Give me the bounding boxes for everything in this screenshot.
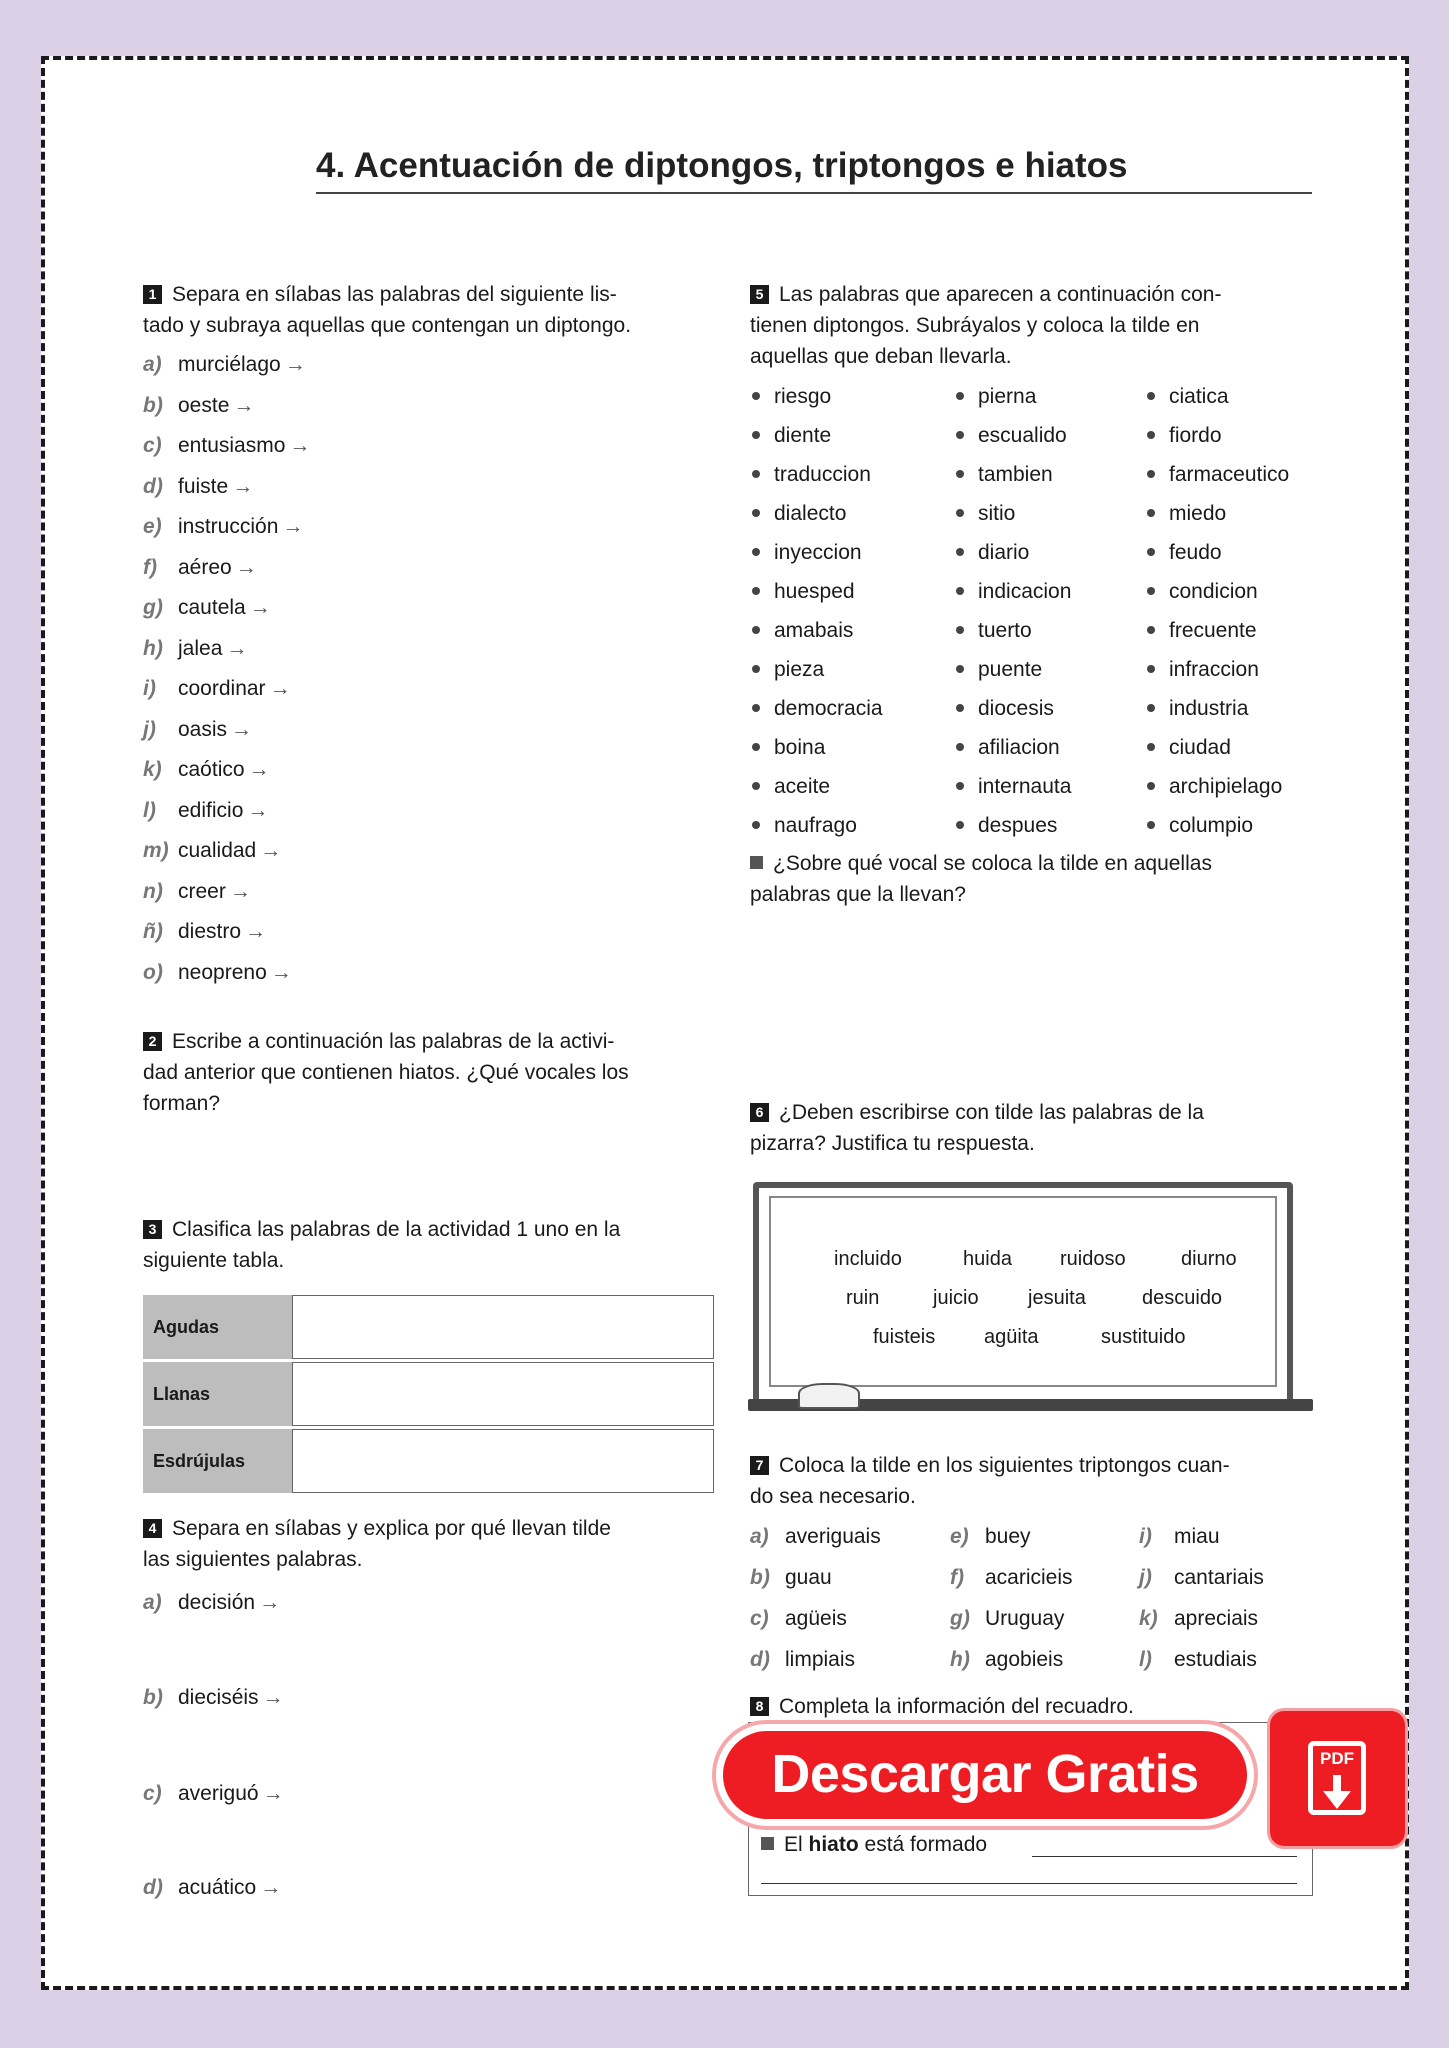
list-item: escualido: [956, 416, 1071, 455]
exercise-number: 6: [750, 1103, 769, 1122]
list-item: despues: [956, 806, 1071, 845]
list-item: b) dieciséis →: [143, 1686, 284, 1709]
exercise-1-instructions: 1 Separa en sílabas las palabras del siguiente lis- tado y subraya aquellas que contengan un diptongo.: [143, 283, 632, 337]
list-item: e) buey: [950, 1525, 1031, 1548]
square-bullet-icon: [761, 1837, 774, 1850]
answer-cell[interactable]: [292, 1362, 714, 1426]
chalkboard: [753, 1182, 1293, 1407]
list-item: inyeccion: [752, 533, 883, 572]
list-item: dialecto: [752, 494, 883, 533]
list-item: infraccion: [1147, 650, 1289, 689]
list-item: farmaceutico: [1147, 455, 1289, 494]
exercise-number: 3: [143, 1220, 162, 1239]
exercise-3-instructions: 3 Clasifica las palabras de la actividad 1 uno en la siguiente tabla.: [143, 1218, 621, 1272]
list-item: i) miau: [1139, 1525, 1220, 1548]
list-item: k) caótico →: [143, 758, 270, 781]
list-item: fiordo: [1147, 416, 1289, 455]
list-item: e) instrucción →: [143, 515, 304, 538]
word-column-1: [752, 377, 883, 845]
list-item: indicacion: [956, 572, 1071, 611]
list-item: f) acaricieis: [950, 1566, 1073, 1589]
list-item: internauta: [956, 767, 1071, 806]
exercise-5-question: ¿Sobre qué vocal se coloca la tilde en aquellas palabras que la llevan?: [750, 852, 1212, 906]
triptongo-column-3: [1139, 1522, 1264, 1686]
board-word: ruin: [846, 1287, 880, 1309]
list-item: d) limpiais: [750, 1648, 856, 1671]
triptongo-column-1: [750, 1522, 881, 1686]
board-word: agüita: [984, 1326, 1039, 1348]
list-item: industria: [1147, 689, 1289, 728]
row-label: Llanas: [143, 1362, 292, 1426]
list-item: o) neopreno →: [143, 960, 292, 984]
list-item: ñ) diestro →: [143, 920, 267, 943]
list-item: l) edificio →: [143, 798, 269, 822]
exercise-6-instructions: 6 ¿Deben escribirse con tilde las palabras de la pizarra? Justifica tu respuesta.: [750, 1101, 1204, 1155]
list-item: riesgo: [752, 377, 883, 416]
list-item: huesped: [752, 572, 883, 611]
answer-line[interactable]: [761, 1883, 1297, 1884]
list-item: tambien: [956, 455, 1071, 494]
list-item: b) oeste →: [143, 393, 255, 417]
answer-cell[interactable]: [292, 1295, 714, 1359]
list-item: democracia: [752, 689, 883, 728]
list-item: b) guau: [750, 1566, 832, 1589]
hiato-line: El hiato está formado: [761, 1833, 987, 1857]
list-item: c) averiguó →: [143, 1782, 284, 1805]
list-item: archipielago: [1147, 767, 1289, 806]
list-item: d) acuático →: [143, 1876, 282, 1899]
board-word: fuisteis: [873, 1326, 936, 1348]
answer-cell[interactable]: [292, 1429, 714, 1493]
list-item: afiliacion: [956, 728, 1071, 767]
exercise-number: 8: [750, 1697, 769, 1716]
list-item: c) entusiasmo →: [143, 434, 311, 457]
pdf-download-icon[interactable]: [1270, 1711, 1405, 1846]
exercise-number: 4: [143, 1519, 162, 1538]
list-item: diocesis: [956, 689, 1071, 728]
list-item: amabais: [752, 611, 883, 650]
list-item: boina: [752, 728, 883, 767]
page-title: 4. Acentuación de diptongos, triptongos e hiatos: [316, 146, 1312, 194]
list-item: a) murciélago →: [143, 353, 306, 376]
list-item: condicion: [1147, 572, 1289, 611]
list-item: diente: [752, 416, 883, 455]
list-item: h) jalea →: [143, 636, 248, 660]
list-item: sitio: [956, 494, 1071, 533]
board-word: huida: [963, 1248, 1012, 1270]
list-item: g) Uruguay: [950, 1607, 1065, 1630]
chalkboard-surface: [769, 1196, 1277, 1387]
list-item: c) agüeis: [750, 1607, 847, 1630]
list-item: pierna: [956, 377, 1071, 416]
exercise-5-instructions: 5 Las palabras que aparecen a continuación con- tienen diptongos. Subráyalos y coloca la tilde en aquellas que deban llevarla.: [750, 283, 1222, 368]
classification-table: [143, 1292, 714, 1496]
list-item: naufrago: [752, 806, 883, 845]
exercise-2-instructions: 2 Escribe a continuación las palabras de la activi- dad anterior que contienen hiatos. ¿Qué vocales los forman?: [143, 1030, 629, 1115]
list-item: m) cualidad →: [143, 839, 282, 862]
word-column-3: [1147, 377, 1289, 845]
triptongo-column-2: [950, 1522, 1073, 1686]
exercise-number: 2: [143, 1032, 162, 1051]
list-item: diario: [956, 533, 1071, 572]
list-item: j) cantariais: [1139, 1566, 1264, 1589]
table-row: [143, 1362, 714, 1426]
list-item: a) averiguais: [750, 1525, 881, 1548]
arrow-down-icon: [1317, 1775, 1357, 1811]
list-item: d) fuiste →: [143, 474, 254, 498]
list-item: j) oasis →: [143, 717, 253, 741]
exercise-number: 1: [143, 285, 162, 304]
board-word: incluido: [834, 1248, 902, 1270]
list-item: i) coordinar →: [143, 677, 291, 700]
pdf-label: PDF: [1320, 1749, 1354, 1768]
eraser-icon: [798, 1383, 860, 1409]
list-item: l) estudiais: [1139, 1648, 1257, 1671]
table-row: [143, 1295, 714, 1359]
list-item: traduccion: [752, 455, 883, 494]
table-row: [143, 1429, 714, 1493]
row-label: Agudas: [143, 1295, 292, 1359]
board-word: jesuita: [1028, 1287, 1086, 1309]
row-label: Esdrújulas: [143, 1429, 292, 1493]
list-item: aceite: [752, 767, 883, 806]
list-item: tuerto: [956, 611, 1071, 650]
list-item: f) aéreo →: [143, 555, 257, 579]
list-item: miedo: [1147, 494, 1289, 533]
exercise-7-instructions: 7 Coloca la tilde en los siguientes triptongos cuan- do sea necesario.: [750, 1454, 1230, 1508]
answer-line[interactable]: [1032, 1856, 1297, 1857]
download-free-button[interactable]: Descargar Gratis: [716, 1724, 1254, 1826]
board-word: diurno: [1181, 1248, 1237, 1270]
list-item: h) agobieis: [950, 1648, 1064, 1671]
board-word: descuido: [1142, 1287, 1223, 1309]
board-word: ruidoso: [1060, 1248, 1126, 1270]
word-column-2: [956, 377, 1071, 845]
exercise-1-list: [143, 350, 310, 998]
list-item: frecuente: [1147, 611, 1289, 650]
list-item: n) creer →: [143, 879, 251, 903]
list-item: ciudad: [1147, 728, 1289, 767]
exercise-number: 7: [750, 1456, 769, 1475]
exercise-number: 5: [750, 285, 769, 304]
list-item: k) apreciais: [1139, 1607, 1259, 1630]
exercise-4-instructions: 4 Separa en sílabas y explica por qué llevan tilde las siguientes palabras.: [143, 1517, 611, 1571]
board-word: sustituido: [1101, 1326, 1186, 1348]
list-item: puente: [956, 650, 1071, 689]
list-item: a) decisión →: [143, 1591, 281, 1614]
square-bullet-icon: [750, 856, 763, 869]
list-item: pieza: [752, 650, 883, 689]
list-item: ciatica: [1147, 377, 1289, 416]
list-item: columpio: [1147, 806, 1289, 845]
exercise-8-instructions: 8 Completa la información del recuadro.: [750, 1691, 1315, 1722]
list-item: feudo: [1147, 533, 1289, 572]
list-item: g) cautela →: [143, 596, 271, 619]
board-word: juicio: [933, 1287, 979, 1309]
